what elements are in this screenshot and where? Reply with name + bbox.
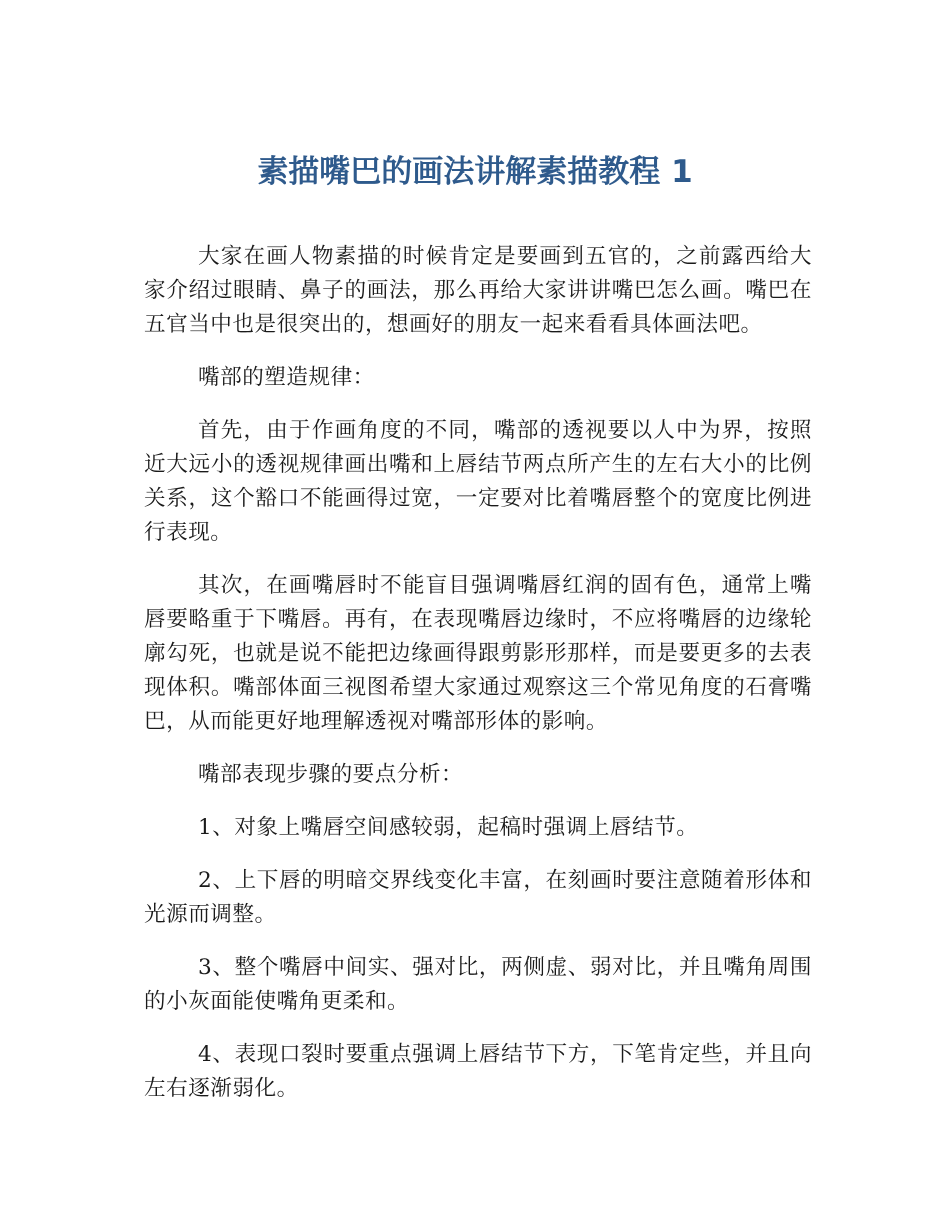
- section-heading-steps: 嘴部表现步骤的要点分析：: [198, 762, 464, 787]
- list-item-step-3: 3、整个嘴唇中间实、强对比，两侧虚、弱对比，并且嘴角周围的小灰面能使嘴角更柔和。: [144, 955, 812, 1014]
- list-item-step-4: 4、表现口裂时要重点强调上唇结节下方，下笔肯定些，并且向左右逐渐弱化。: [144, 1042, 812, 1101]
- paragraph-first: 首先，由于作画角度的不同，嘴部的透视要以人中为界，按照近大远小的透视规律画出嘴和上唇结节两点所产生的左右大小的比例关系，这个豁口不能画得过宽，一定要对比着嘴唇整个的宽度比例进行表现。: [144, 418, 812, 545]
- paragraph-intro: 大家在画人物素描的时候肯定是要画到五官的，之前露西给大家介绍过眼睛、鼻子的画法，那么再给大家讲讲嘴巴怎么画。嘴巴在五官当中也是很突出的，想画好的朋友一起来看看具体画法吧。: [144, 244, 812, 337]
- document-title: 素描嘴巴的画法讲解素描教程 1: [257, 154, 693, 190]
- section-heading-shaping-rules: 嘴部的塑造规律：: [198, 365, 375, 390]
- list-item-step-2: 2、上下唇的明暗交界线变化丰富，在刻画时要注意随着形体和光源而调整。: [144, 868, 812, 927]
- paragraph-second: 其次，在画嘴唇时不能盲目强调嘴唇红润的固有色，通常上嘴唇要略重于下嘴唇。再有，在表现嘴唇边缘时，不应将嘴唇的边缘轮廓勾死，也就是说不能把边缘画得跟剪影形那样，而是要更多的去表现体积。嘴部体面三视图希望大家通过观察这三个常见角度的石膏嘴巴，从而能更好地理解透视对嘴部形体的影响。: [144, 573, 812, 734]
- list-item-step-1: 1、对象上嘴唇空间感较弱，起稿时强调上唇结节。: [198, 815, 699, 840]
- document-body: [144, 240, 812, 1125]
